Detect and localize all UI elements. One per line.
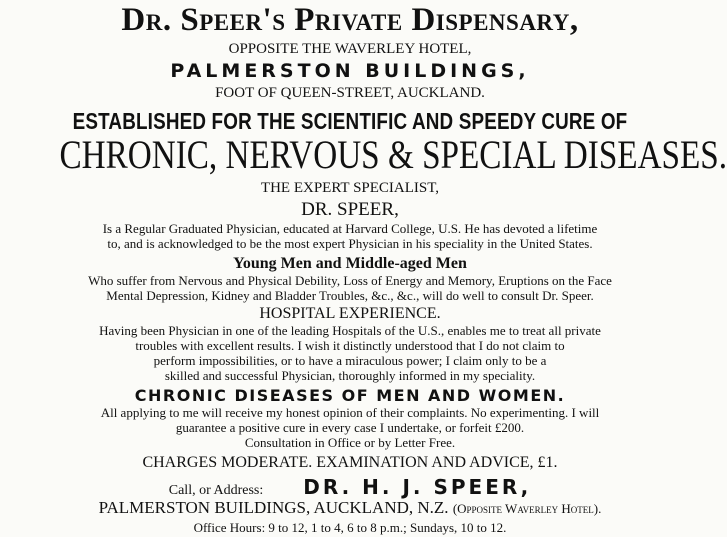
- hospital-text-line: troubles with excellent results. I wish it distinctly understood that I do not claim to: [135, 338, 565, 353]
- established-line: ESTABLISHED FOR THE SCIENTIFIC AND SPEEDY CURE OF: [72, 108, 628, 134]
- address-line: [0, 498, 700, 518]
- diseases-line: CHRONIC, NERVOUS & SPECIAL DISEASES.: [59, 132, 727, 177]
- doctor-name: DR. SPEER,: [301, 199, 399, 220]
- hospital-text-line: skilled and successful Physician, thoroughly informed in my speciality.: [164, 368, 536, 383]
- location-line-2: PALMERSTON BUILDINGS,: [170, 60, 530, 82]
- chronic-text-line: Consultation in Office or by Letter Free.: [244, 435, 456, 450]
- bio-line: to, and is acknowledged to be the most expert Physician in his speciality in the United States.: [107, 236, 593, 251]
- location-line-1: OPPOSITE THE WAVERLEY HOTEL,: [228, 41, 472, 57]
- charges-line: CHARGES MODERATE. EXAMINATION AND ADVICE, £1.: [142, 454, 558, 471]
- chronic-heading: CHRONIC DISEASES OF MEN AND WOMEN.: [134, 386, 566, 405]
- address-main: PALMERSTON BUILDINGS, AUCKLAND, N.Z.: [98, 498, 449, 517]
- hospital-text-line: perform impossibilities, or to have a miraculous power; I claim only to be a: [153, 353, 547, 368]
- advertisement: [0, 2, 727, 536]
- office-hours: Office Hours: 9 to 12, 1 to 4, 6 to 8 p.m.; Sundays, 10 to 12.: [193, 520, 507, 535]
- call-label: Call, or Address:: [168, 483, 264, 498]
- address-note: (Opposite Waverley Hotel).: [452, 501, 602, 516]
- bio-line: Is a Regular Graduated Physician, educated at Harvard College, U.S. He has devoted a lifetime: [102, 221, 598, 236]
- chronic-text-line: All applying to me will receive my honest opinion of their complaints. No experimenting. I will: [100, 405, 600, 420]
- location-line-3: FOOT OF QUEEN-STREET, AUCKLAND.: [215, 85, 485, 101]
- hospital-heading: HOSPITAL EXPERIENCE.: [259, 305, 441, 322]
- men-text-line: Mental Depression, Kidney and Bladder Troubles, &c., &c., will do well to consult Dr. Speer.: [106, 288, 594, 303]
- chronic-text-line: guarantee a positive cure in every case I undertake, or forfeit £200.: [175, 420, 525, 435]
- call-row: [0, 475, 700, 497]
- hospital-text-line: Having been Physician in one of the leading Hospitals of the U.S., enables me to treat all private: [99, 323, 601, 338]
- men-heading: Young Men and Middle-aged Men: [233, 255, 467, 272]
- ad-title: Dr. Speer's Private Dispensary,: [121, 2, 579, 38]
- expert-line: THE EXPERT SPECIALIST,: [260, 180, 440, 196]
- call-name: DR. H. J. SPEER,: [303, 475, 532, 499]
- men-text-line: Who suffer from Nervous and Physical Debility, Loss of Energy and Memory, Eruptions on the Face: [88, 273, 612, 288]
